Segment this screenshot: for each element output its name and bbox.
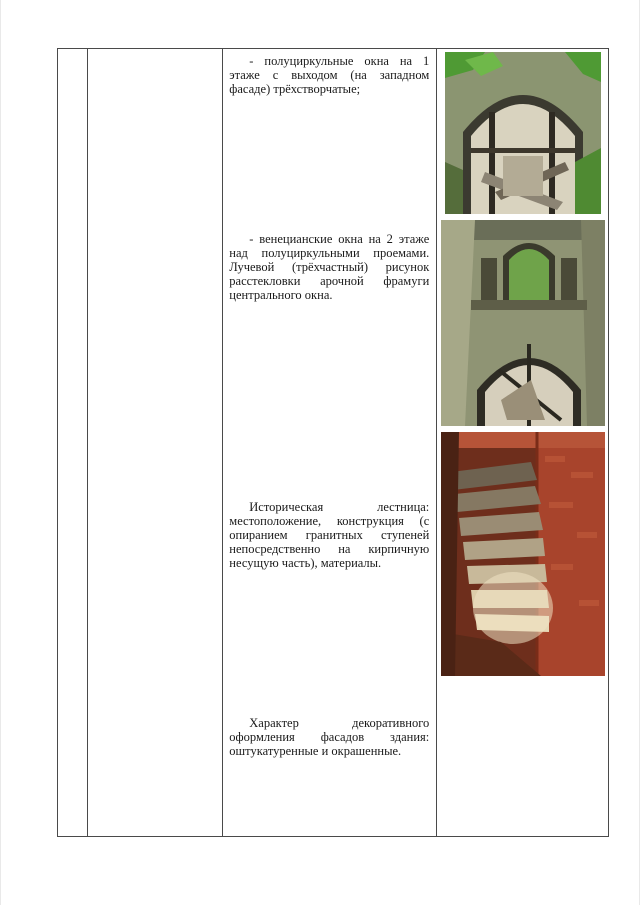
paragraph-round-windows: - полуциркульные окна на 1 этаже с выходом (на западном фасаде) трёхстворчатые; [229, 54, 430, 96]
arched-window-photo [445, 52, 601, 214]
staircase-photo [441, 432, 605, 676]
paragraph-facade-decoration: Характер декоративного оформления фасадов здания: оштукатуренные и окрашенные. [229, 716, 430, 758]
description-cell [223, 49, 436, 837]
document-table [57, 48, 609, 837]
paragraph-venetian-windows: - венецианские окна на 2 этаже над полуциркульными проемами. Лучевой (трёхчастный) рисунок расстекловки арочной фрамуги центрального окна. [229, 232, 430, 302]
number-cell [58, 49, 88, 837]
page-edge-left [0, 0, 1, 905]
venetian-window-photo [441, 220, 605, 426]
table-row [58, 49, 609, 837]
photo-cell [436, 49, 608, 837]
paragraph-staircase: Историческая лестница: местоположение, конструкция (с опиранием гранитных ступеней непосредственно на кирпичную несущую часть), материалы. [229, 500, 430, 570]
name-cell [88, 49, 223, 837]
